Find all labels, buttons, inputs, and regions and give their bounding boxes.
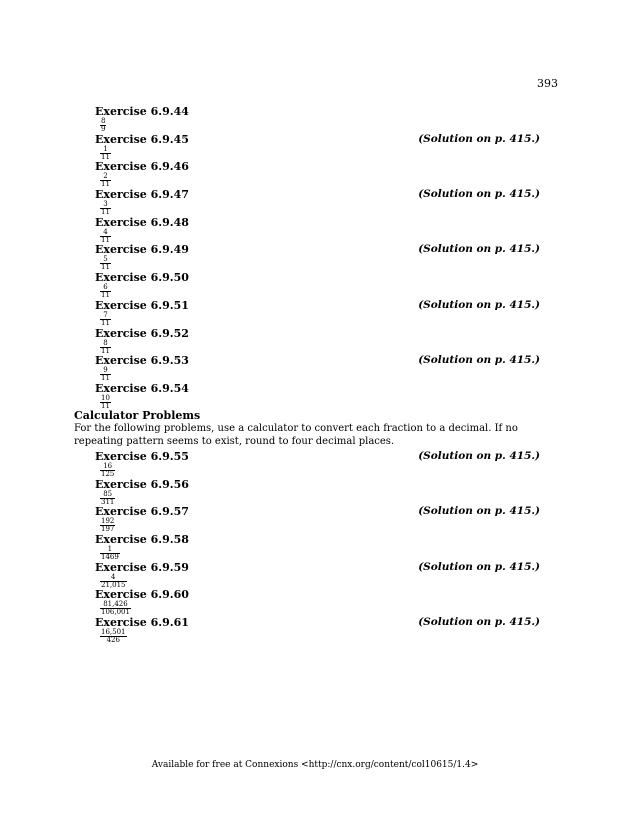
exercise-title: Exercise 6.9.57	[95, 505, 189, 519]
solution-link[interactable]: (Solution on p. 415.)	[418, 132, 540, 145]
exercise-item	[95, 299, 540, 327]
fraction-numerator: 3	[103, 200, 108, 209]
exercise-title: Exercise 6.9.59	[95, 560, 189, 574]
solution-link[interactable]: (Solution on p. 415.)	[418, 188, 540, 201]
fraction-denominator: 11	[101, 291, 110, 300]
fraction	[100, 229, 111, 244]
fraction	[100, 173, 111, 188]
fraction-numerator: 7	[103, 310, 108, 319]
exercise-item	[95, 478, 540, 506]
exercise-title: Exercise 6.9.48	[95, 215, 189, 229]
exercise-item	[95, 188, 540, 216]
fraction-denominator: 311	[101, 497, 115, 506]
fraction-denominator: 11	[101, 318, 110, 327]
exercise-title: Exercise 6.9.61	[95, 616, 189, 630]
fraction-numerator: 8	[101, 117, 106, 125]
fraction	[100, 340, 111, 355]
fraction-numerator: 81,426	[103, 600, 128, 609]
fraction-denominator: 197	[101, 525, 115, 534]
exercise-item	[95, 616, 540, 644]
exercise-title: Exercise 6.9.50	[95, 271, 189, 285]
fraction-numerator: 5	[103, 255, 108, 264]
solution-link[interactable]: (Solution on p. 415.)	[418, 450, 540, 462]
exercise-item	[95, 450, 540, 478]
fraction	[100, 284, 111, 299]
exercise-title: Exercise 6.9.45	[95, 132, 189, 146]
fraction-numerator: 192	[101, 517, 115, 526]
fraction-denominator: 11	[101, 263, 110, 272]
exercise-item	[95, 382, 540, 410]
solution-link[interactable]: (Solution on p. 415.)	[418, 616, 540, 629]
fraction	[100, 601, 131, 616]
fraction-denominator: 11	[101, 374, 110, 383]
fraction	[100, 256, 111, 271]
exercise-title: Exercise 6.9.53	[95, 354, 189, 368]
fraction-numerator: 16,501	[101, 628, 126, 637]
fraction-denominator: 9	[101, 125, 106, 133]
exercise-title: Exercise 6.9.56	[95, 477, 189, 491]
fraction-numerator: 10	[101, 393, 110, 402]
fraction	[100, 491, 115, 506]
page-number: 393	[537, 77, 558, 90]
fraction-denominator: 11	[101, 152, 110, 161]
fraction-denominator: 11	[101, 180, 110, 189]
exercise-item	[95, 160, 540, 188]
solution-link[interactable]: (Solution on p. 415.)	[418, 243, 540, 256]
exercise-title: Exercise 6.9.52	[95, 326, 189, 340]
fraction-numerator: 8	[103, 338, 108, 347]
fraction	[100, 312, 111, 327]
fraction-numerator: 6	[103, 283, 108, 292]
exercise-title: Exercise 6.9.60	[95, 588, 189, 602]
fraction-numerator: 85	[103, 489, 113, 498]
fraction-numerator: 9	[103, 366, 108, 375]
exercise-title: Exercise 6.9.46	[95, 160, 189, 174]
exercise-item	[95, 588, 540, 616]
solution-link[interactable]: (Solution on p. 415.)	[418, 298, 540, 311]
exercise-item	[95, 505, 540, 533]
fraction	[100, 201, 111, 216]
fraction	[100, 574, 127, 589]
exercise-title: Exercise 6.9.51	[95, 298, 189, 312]
fraction-numerator: 4	[103, 227, 108, 236]
exercise-item	[95, 533, 540, 561]
fraction-denominator: 125	[101, 470, 115, 478]
fraction-denominator: 1469	[101, 553, 119, 562]
fraction	[100, 518, 115, 533]
exercise-item	[95, 243, 540, 271]
section-intro: For the following problems, use a calculator to convert each fraction to a decimal. If no repeating pattern seems to exist, round to four decimal places.	[74, 423, 518, 447]
fraction-denominator: 11	[101, 208, 110, 217]
fraction	[100, 367, 111, 382]
exercise-title: Exercise 6.9.58	[95, 533, 189, 547]
fraction-denominator: 21,015	[101, 580, 126, 589]
exercise-list-calculator	[95, 450, 540, 644]
exercise-title: Exercise 6.9.44	[95, 105, 189, 118]
fraction-denominator: 11	[101, 401, 110, 410]
exercise-title: Exercise 6.9.55	[95, 450, 189, 463]
exercise-item	[95, 105, 540, 133]
fraction	[100, 463, 115, 478]
page-footer: Available for free at Connexions <http://cnx.org/content/col10615/1.4>	[151, 760, 479, 770]
exercise-item	[95, 216, 540, 244]
fraction-numerator: 1	[103, 144, 108, 153]
fraction-denominator: 11	[101, 346, 110, 355]
exercise-item	[95, 271, 540, 299]
fraction	[100, 118, 106, 133]
solution-link[interactable]: (Solution on p. 415.)	[418, 354, 540, 367]
exercise-list-fractions	[95, 105, 540, 410]
section-title-calculator-problems: Calculator Problems	[74, 409, 201, 422]
fraction-denominator: 426	[106, 636, 120, 645]
fraction	[100, 395, 111, 410]
exercise-title: Exercise 6.9.54	[95, 381, 189, 395]
exercise-title: Exercise 6.9.47	[95, 188, 189, 202]
fraction-numerator: 16	[103, 462, 113, 470]
solution-link[interactable]: (Solution on p. 415.)	[418, 560, 540, 573]
exercise-item	[95, 133, 540, 161]
fraction-numerator: 4	[111, 572, 116, 581]
exercise-title: Exercise 6.9.49	[95, 243, 189, 257]
solution-link[interactable]: (Solution on p. 415.)	[418, 505, 540, 518]
exercise-item	[95, 561, 540, 589]
fraction-numerator: 2	[103, 172, 108, 181]
exercise-item	[95, 354, 540, 382]
fraction-denominator: 11	[101, 235, 110, 244]
fraction-denominator: 106,001	[101, 608, 130, 617]
fraction	[100, 629, 127, 644]
fraction	[100, 146, 111, 161]
fraction-numerator: 1	[107, 545, 113, 554]
exercise-item	[95, 327, 540, 355]
fraction	[100, 546, 120, 561]
